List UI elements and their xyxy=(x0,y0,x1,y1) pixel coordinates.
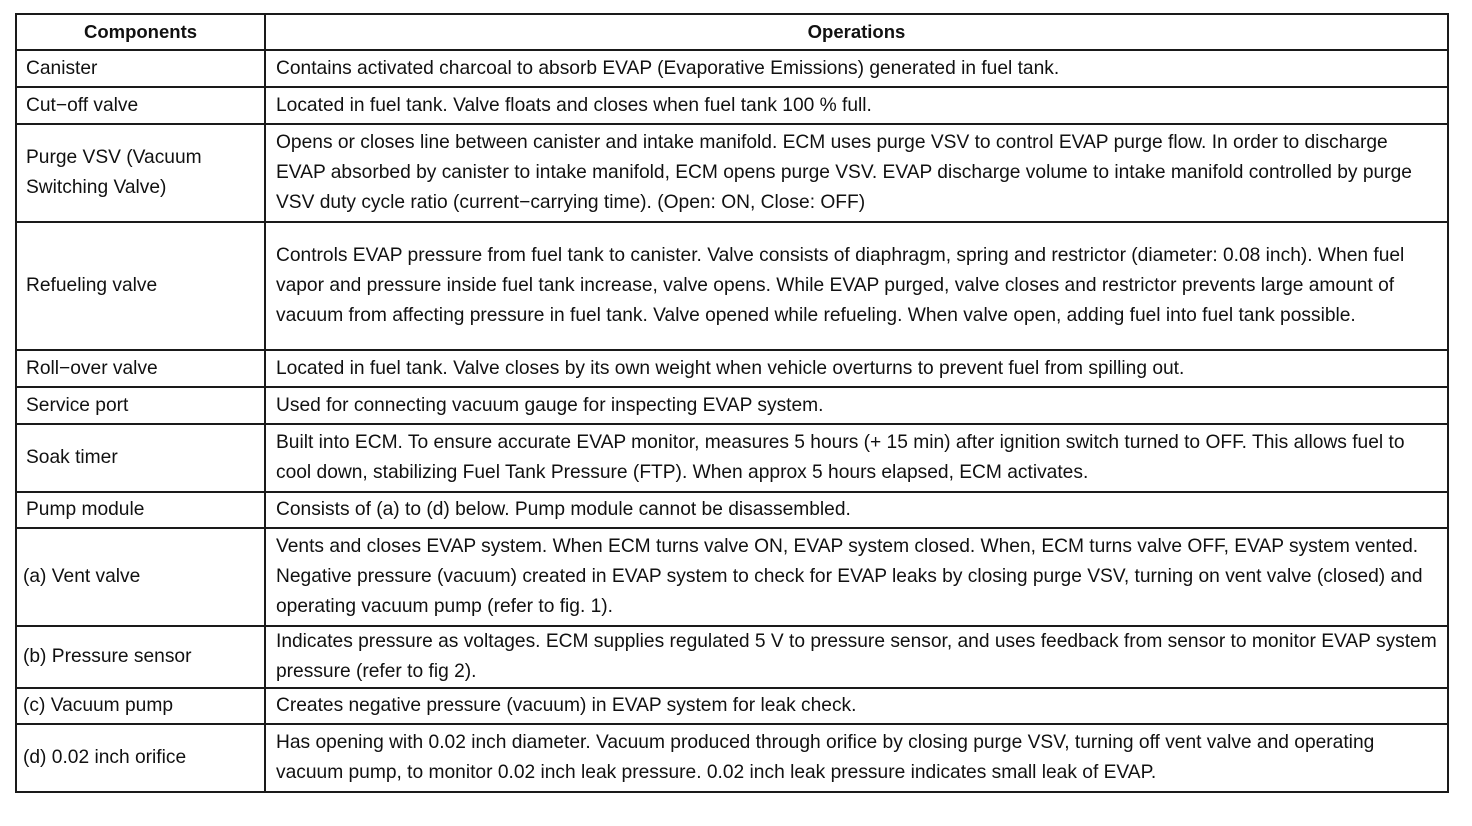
operation-cell: Consists of (a) to (d) below. Pump module cannot be disassembled. xyxy=(265,492,1448,528)
table-row xyxy=(16,387,1448,424)
table-row xyxy=(16,424,1448,492)
operation-cell: Creates negative pressure (vacuum) in EVAP system for leak check. xyxy=(265,688,1448,724)
operation-cell: Vents and closes EVAP system. When ECM turns valve ON, EVAP system closed. When, ECM turns valve OFF, EVAP system vented. Negative pressure (vacuum) created in EVAP system to check for EVAP leaks by closing purge VSV, turning on vent valve (closed) and operating vacuum pump (refer to fig. 1). xyxy=(265,528,1448,626)
operation-cell: Opens or closes line between canister and intake manifold. ECM uses purge VSV to control EVAP purge flow. In order to discharge EVAP absorbed by canister to intake manifold, ECM opens purge VSV. EVAP discharge volume to intake manifold controlled by purge VSV duty cycle ratio (current−carrying time). (Open: ON, Close: OFF) xyxy=(265,124,1448,222)
table-row xyxy=(16,124,1448,222)
table-row xyxy=(16,350,1448,387)
operation-cell: Indicates pressure as voltages. ECM supplies regulated 5 V to pressure sensor, and uses feedback from sensor to monitor EVAP system pressure (refer to fig 2). xyxy=(265,626,1448,688)
table-row xyxy=(16,222,1448,350)
table-row xyxy=(16,626,1448,688)
operation-cell: Has opening with 0.02 inch diameter. Vacuum produced through orifice by closing purge VSV, turning off vent valve and operating vacuum pump, to monitor 0.02 inch leak pressure. 0.02 inch leak pressure indicates small leak of EVAP. xyxy=(265,724,1448,792)
table-row xyxy=(16,688,1448,724)
component-cell: Refueling valve xyxy=(16,222,265,350)
operation-cell: Built into ECM. To ensure accurate EVAP monitor, measures 5 hours (+ 15 min) after ignition switch turned to OFF. This allows fuel to cool down, stabilizing Fuel Tank Pressure (FTP). When approx 5 hours elapsed, ECM activates. xyxy=(265,424,1448,492)
component-cell: Roll−over valve xyxy=(16,350,265,387)
components-operations-table xyxy=(15,13,1449,793)
component-cell: Cut−off valve xyxy=(16,87,265,124)
component-cell: Purge VSV (Vacuum Switching Valve) xyxy=(16,124,265,222)
header-components: Components xyxy=(16,14,265,50)
component-cell: Pump module xyxy=(16,492,265,528)
header-operations: Operations xyxy=(265,14,1448,50)
operation-cell: Located in fuel tank. Valve floats and closes when fuel tank 100 % full. xyxy=(265,87,1448,124)
component-cell: Canister xyxy=(16,50,265,87)
component-cell: (d) 0.02 inch orifice xyxy=(16,724,265,792)
table-row xyxy=(16,50,1448,87)
component-cell: (c) Vacuum pump xyxy=(16,688,265,724)
operation-cell: Controls EVAP pressure from fuel tank to canister. Valve consists of diaphragm, spring and restrictor (diameter: 0.08 inch). When fuel vapor and pressure inside fuel tank increase, valve opens. While EVAP purged, valve closes and restrictor prevents large amount of vacuum from affecting pressure in fuel tank. Valve opened while refueling. When valve open, adding fuel into fuel tank possible. xyxy=(265,222,1448,350)
component-cell: (b) Pressure sensor xyxy=(16,626,265,688)
operation-cell: Contains activated charcoal to absorb EVAP (Evaporative Emissions) generated in fuel tank. xyxy=(265,50,1448,87)
component-cell: Service port xyxy=(16,387,265,424)
table-row xyxy=(16,87,1448,124)
operation-cell: Located in fuel tank. Valve closes by its own weight when vehicle overturns to prevent fuel from spilling out. xyxy=(265,350,1448,387)
component-cell: Soak timer xyxy=(16,424,265,492)
header-row xyxy=(16,14,1448,50)
component-cell: (a) Vent valve xyxy=(16,528,265,626)
table-row xyxy=(16,492,1448,528)
table-row xyxy=(16,528,1448,626)
table-row xyxy=(16,724,1448,792)
operation-cell: Used for connecting vacuum gauge for inspecting EVAP system. xyxy=(265,387,1448,424)
